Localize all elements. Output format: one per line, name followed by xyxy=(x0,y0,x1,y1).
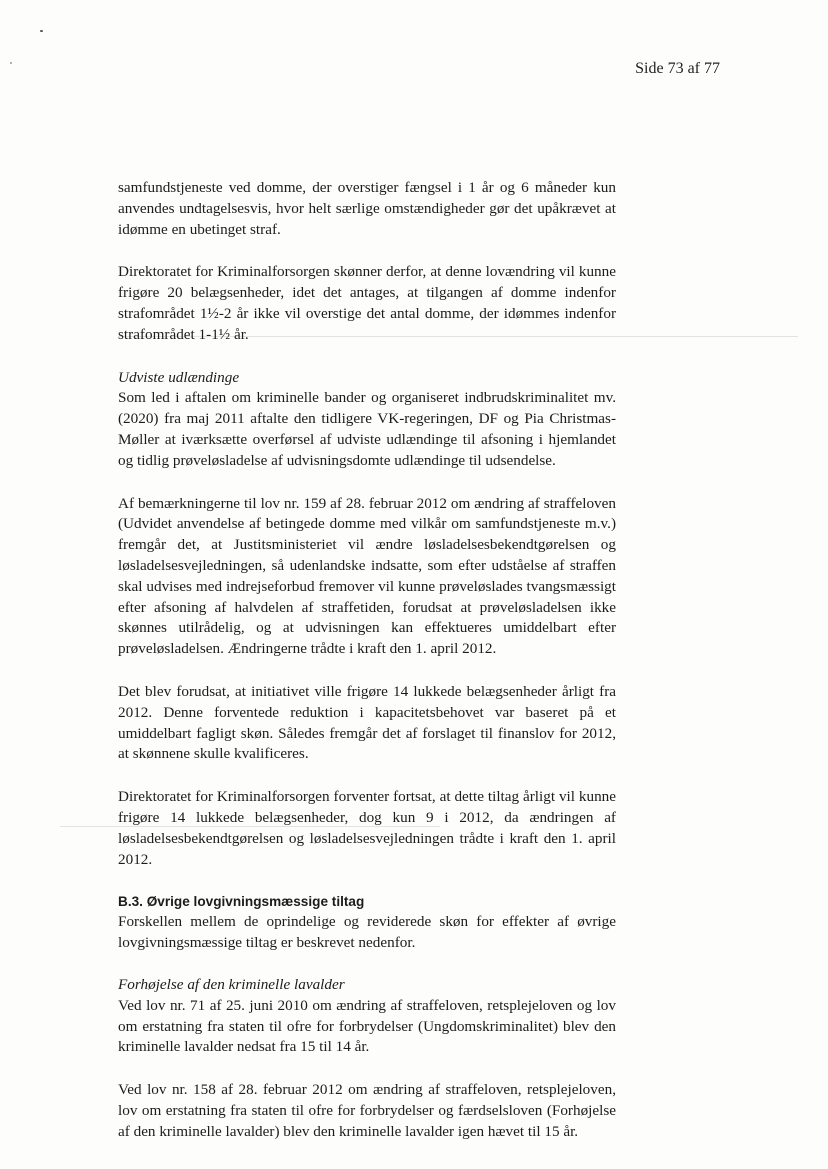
section-block xyxy=(118,892,616,954)
paragraph-text: Af bemærkningerne til lov nr. 159 af 28. februar 2012 om ændring af straffeloven (Udvidet anvendelse af betingede domme med vilkår om samfundstjeneste m.v.) fremgår det, at Justitsministeriet vil ændre løsladelsesbekendtgørelsen og løsladelsesvejledningen, så udenlandske indsatte, som efter udståelse af straffen skal udvises med indrejseforbud fremover vil kunne prøveløslades tvangsmæssigt efter afsoning af halvdelen af straffetiden, forudsat at prøveløsladelsen ikke skønnes utilrådelig, og at udvisningen kan effektueres umiddelbart efter prøveløsladelsen. Ændringerne trådte i kraft den 1. april 2012. xyxy=(118,494,616,658)
paragraph-text: Direktoratet for Kriminalforsorgen forventer fortsat, at dette tiltag årligt vil kunne frigøre 14 lukkede belægsenheder, dog kun 9 i 2012, da ændringen af løsladelsesbekendtgørelsen og løsladelsesvejledningen trådte i kraft den 1. april 2012. xyxy=(118,788,616,868)
paragraph xyxy=(118,682,616,765)
paragraph xyxy=(118,262,616,345)
section-intro: Forskellen mellem de oprindelige og reviderede skøn for effekter af øvrige lovgivningsmæssige tiltag er beskrevet nedenfor. xyxy=(118,913,616,952)
document-body xyxy=(118,178,616,1164)
subheading: Udviste udlændinge xyxy=(118,368,240,386)
paragraph xyxy=(118,368,616,472)
paragraph xyxy=(118,787,616,870)
paragraph-text: Direktoratet for Kriminalforsorgen skønner derfor, at denne lovændring vil kunne frigøre 20 belægsenheder, idet det antages, at tilgangen af domme indenfor strafområdet 1½-2 år ikke vil overstige det antal domme, der idømmes indenfor strafområdet 1-1½ år. xyxy=(118,263,616,343)
scan-speck xyxy=(40,30,43,32)
paragraph-text: samfundstjeneste ved domme, der overstiger fængsel i 1 år og 6 måneder kun anvendes undtagelsesvis, hvor helt særlige omstændigheder gør det upåkrævet at idømme en ubetinget straf. xyxy=(118,179,616,238)
paragraph-text: Som led i aftalen om kriminelle bander og organiseret indbrudskriminalitet mv. (2020) fra maj 2011 aftalte den tidligere VK-regeringen, DF og Pia Christmas-Møller at iværksætte overførsel af udviste udlændinge til afsoning i hjemlandet og tidlig prøveløsladelse af udvisningsdomte udlændinge til udsendelse. xyxy=(118,389,616,469)
scan-speck xyxy=(10,62,12,64)
paragraph-text: Ved lov nr. 71 af 25. juni 2010 om ændring af straffeloven, retsplejeloven og lov om erstatning fra staten til ofre for forbrydelser (Ungdomskriminalitet) blev den kriminelle lavalder nedsat fra 15 til 14 år. xyxy=(118,996,616,1056)
section-heading: B.3. Øvrige lovgivningsmæssige tiltag xyxy=(118,894,365,910)
paragraph xyxy=(118,1080,616,1142)
paragraph-text: Det blev forudsat, at initiativet ville frigøre 14 lukkede belægsenheder årligt fra 2012. Denne forventede reduktion i kapacitetsbehovet var baseret på et umiddelbart fagligt skøn. Således fremgår det af forslaget til finanslov for 2012, at skønnene skulle kvalificeres. xyxy=(118,682,616,763)
paragraph xyxy=(118,178,616,240)
page-number: Side 73 af 77 xyxy=(635,60,720,77)
paragraph-text: Ved lov nr. 158 af 28. februar 2012 om ændring af straffeloven, retsplejeloven, lov om erstatning fra staten til ofre for forbrydelser og færdselsloven (Forhøjelse af den kriminelle lavalder) blev den kriminelle lavalder igen hævet til 15 år. xyxy=(118,1081,616,1140)
paragraph xyxy=(118,975,616,1058)
subheading: Forhøjelse af den kriminelle lavalder xyxy=(118,975,345,993)
paragraph xyxy=(118,494,616,660)
